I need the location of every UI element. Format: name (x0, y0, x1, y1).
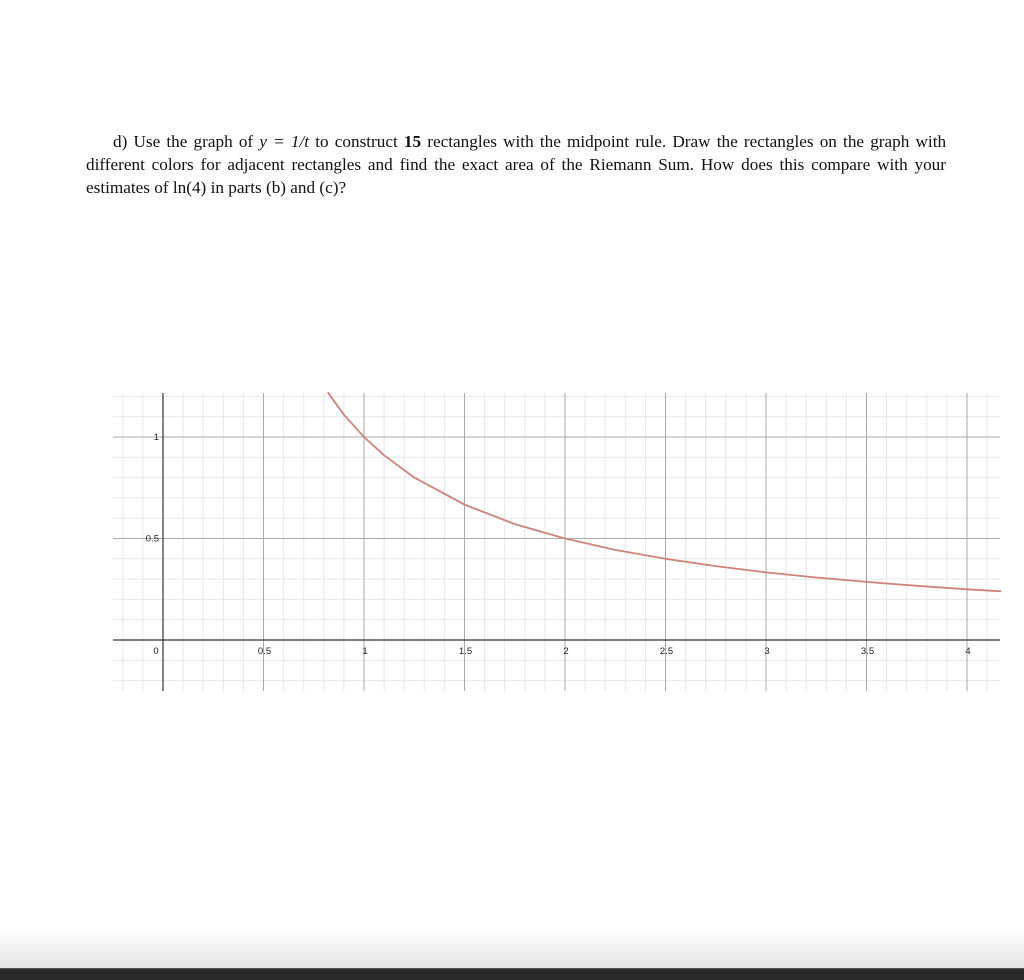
function-expression: y = 1/t (259, 132, 310, 151)
x-tick-label: 1 (362, 646, 368, 657)
x-tick-label: 4 (965, 646, 971, 657)
part-label: d) (113, 132, 128, 151)
problem-text-4: in parts (b) and (c)? (210, 178, 347, 197)
problem-statement (86, 130, 946, 199)
tick-labels (146, 432, 971, 657)
graph-1-over-t (0, 380, 1024, 710)
problem-text-1: Use the graph of (133, 132, 254, 151)
curve-1-over-t (328, 392, 1001, 591)
window-bottom-bar (0, 968, 1024, 980)
y-tick-label: 1 (153, 432, 159, 443)
y-tick-label: 0.5 (145, 533, 159, 545)
x-tick-label: 1.5 (458, 646, 473, 657)
x-tick-label: 2 (563, 646, 569, 657)
rectangle-count: 15 (403, 132, 422, 151)
x-tick-label: 0 (153, 646, 159, 657)
x-tick-label: 2.5 (659, 646, 674, 657)
bottom-shadow (0, 930, 1024, 970)
curve-group (328, 392, 1001, 591)
x-tick-label: 0.5 (257, 646, 272, 657)
x-tick-label: 3.5 (860, 646, 875, 657)
problem-text-3: rectangles with the midpoint rule. Draw the rectangles on the graph with different colors for adjacent rectangles and find the exact area of the Riemann Sum. How does this compare with your estimates of (86, 132, 947, 197)
ln-expression: ln(4) (172, 178, 207, 197)
x-tick-label: 3 (764, 646, 770, 657)
problem-text-2: to construct (315, 132, 398, 151)
